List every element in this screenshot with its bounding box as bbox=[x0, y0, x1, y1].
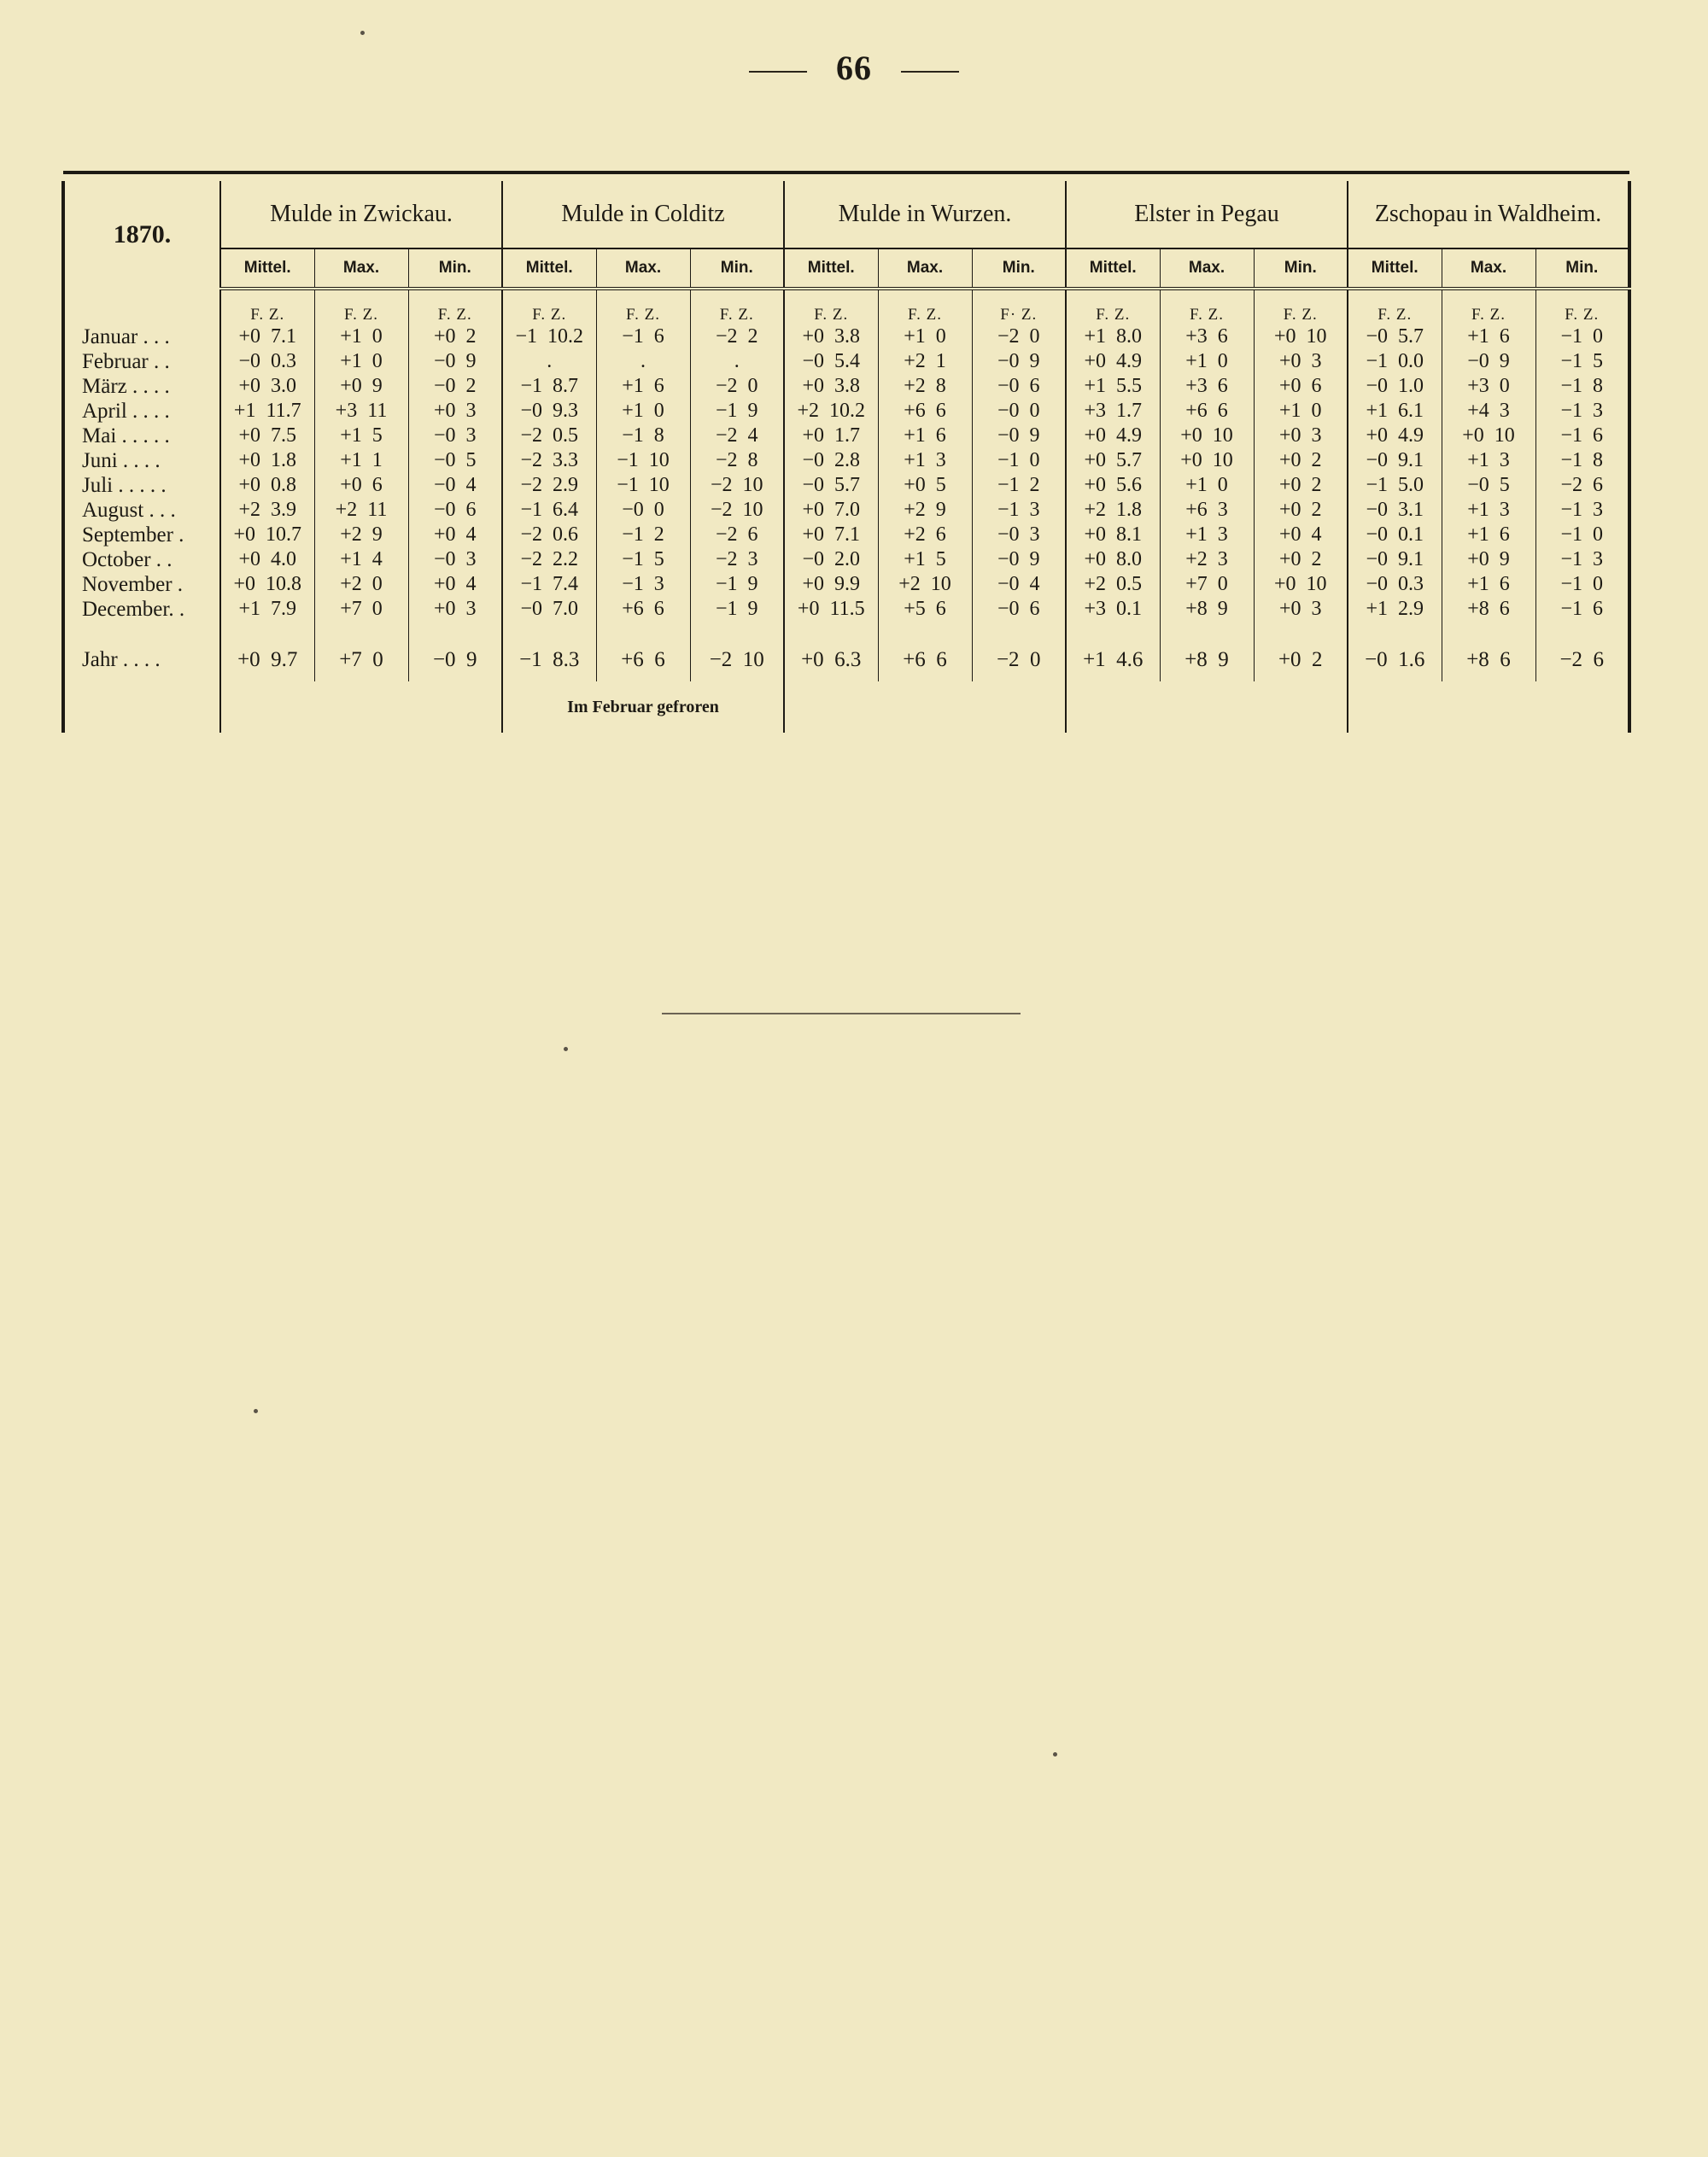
table-cell: +1 6 bbox=[878, 424, 972, 448]
row-label: März . . . . bbox=[63, 374, 220, 399]
row-label: October . . bbox=[63, 547, 220, 572]
table-cell: −0 5 bbox=[1442, 473, 1535, 498]
unit-label: F. Z. bbox=[690, 289, 784, 324]
table-cell: +0 8.1 bbox=[1066, 523, 1160, 547]
table-cell: −1 2 bbox=[596, 523, 690, 547]
station-header: Elster in Pegau bbox=[1066, 181, 1348, 248]
table-cell: +3 0 bbox=[1442, 374, 1535, 399]
table-row bbox=[63, 572, 1629, 597]
row-label: Juni . . . . bbox=[63, 448, 220, 473]
page-number-dash-left bbox=[749, 71, 807, 73]
unit-label: F. Z. bbox=[1254, 289, 1348, 324]
note-cell bbox=[784, 681, 1066, 733]
table-cell: +0 0.8 bbox=[220, 473, 314, 498]
table-cell: −2 6 bbox=[1535, 639, 1629, 681]
row-label: September . bbox=[63, 523, 220, 547]
table-cell: +0 2 bbox=[408, 324, 502, 349]
table-cell: +8 9 bbox=[1160, 597, 1254, 622]
table-cell: −1 0 bbox=[972, 448, 1066, 473]
sub-header-min: Min. bbox=[972, 248, 1066, 289]
table-cell: −2 2.9 bbox=[502, 473, 596, 498]
table-cell: +0 2 bbox=[1254, 547, 1348, 572]
table-row bbox=[63, 523, 1629, 547]
table-cell: −0 2.0 bbox=[784, 547, 878, 572]
table-cell: −1 8.3 bbox=[502, 639, 596, 681]
sub-header-max: Max. bbox=[1442, 248, 1535, 289]
station-header: Mulde in Wurzen. bbox=[784, 181, 1066, 248]
table-cell: −2 3.3 bbox=[502, 448, 596, 473]
table-cell: −0 9.1 bbox=[1348, 547, 1442, 572]
table-cell: +2 10.2 bbox=[784, 399, 878, 424]
table-cell: −1 9 bbox=[690, 399, 784, 424]
table-cell: +1 3 bbox=[1442, 448, 1535, 473]
unit-label: F. Z. bbox=[1535, 289, 1629, 324]
table-cell: +3 11 bbox=[314, 399, 408, 424]
spacer-cell bbox=[784, 622, 878, 639]
table-cell: . bbox=[690, 349, 784, 374]
spacer-cell bbox=[972, 622, 1066, 639]
row-label: Januar . . . bbox=[63, 324, 220, 349]
table-cell: +1 0 bbox=[314, 324, 408, 349]
note-cell bbox=[1066, 681, 1348, 733]
table-cell: +0 2 bbox=[1254, 448, 1348, 473]
table-cell: +6 6 bbox=[878, 639, 972, 681]
page-number bbox=[0, 48, 1708, 88]
table-cell: −1 0.0 bbox=[1348, 349, 1442, 374]
table-cell: +0 4.9 bbox=[1066, 424, 1160, 448]
table-cell: +0 10 bbox=[1442, 424, 1535, 448]
table-cell: −1 0 bbox=[1535, 523, 1629, 547]
station-header: Zschopau in Waldheim. bbox=[1348, 181, 1629, 248]
table-cell: +0 9.9 bbox=[784, 572, 878, 597]
section-divider bbox=[662, 1013, 1021, 1014]
table-cell: −0 9 bbox=[972, 349, 1066, 374]
note-cell bbox=[220, 681, 502, 733]
sub-header-mittel: Mittel. bbox=[502, 248, 596, 289]
table-cell: −1 2 bbox=[972, 473, 1066, 498]
spacer-label bbox=[63, 622, 220, 639]
table-cell: −2 6 bbox=[690, 523, 784, 547]
table-cell: +1 6 bbox=[1442, 324, 1535, 349]
spacer-cell bbox=[314, 622, 408, 639]
table-cell: −1 6 bbox=[1535, 597, 1629, 622]
table-cell: +3 0.1 bbox=[1066, 597, 1160, 622]
table-cell: +0 4 bbox=[1254, 523, 1348, 547]
table-cell: +6 3 bbox=[1160, 498, 1254, 523]
table-cell: +0 2 bbox=[1254, 473, 1348, 498]
table-cell: +6 6 bbox=[596, 597, 690, 622]
table-cell: +0 1.7 bbox=[784, 424, 878, 448]
table-cell: −1 6 bbox=[1535, 424, 1629, 448]
table-cell: +2 3.9 bbox=[220, 498, 314, 523]
station-header: Mulde in Colditz bbox=[502, 181, 784, 248]
table-cell: +2 1.8 bbox=[1066, 498, 1160, 523]
row-label: December. . bbox=[63, 597, 220, 622]
table-cell: +5 6 bbox=[878, 597, 972, 622]
table-cell: +2 6 bbox=[878, 523, 972, 547]
table-cell: +0 10 bbox=[1160, 448, 1254, 473]
top-rule bbox=[63, 172, 1629, 181]
table-cell: −1 10 bbox=[596, 448, 690, 473]
station-header: Mulde in Zwickau. bbox=[220, 181, 502, 248]
table-cell: −2 8 bbox=[690, 448, 784, 473]
table-cell: +0 3 bbox=[408, 597, 502, 622]
sub-header-max: Max. bbox=[596, 248, 690, 289]
table-cell: −1 10 bbox=[596, 473, 690, 498]
table-cell: +0 10.7 bbox=[220, 523, 314, 547]
table-cell: −1 3 bbox=[1535, 498, 1629, 523]
table-cell: −0 0 bbox=[972, 399, 1066, 424]
table-cell: . bbox=[596, 349, 690, 374]
table-cell: −1 3 bbox=[1535, 399, 1629, 424]
table-cell: −0 7.0 bbox=[502, 597, 596, 622]
table-cell: −0 9 bbox=[972, 424, 1066, 448]
table-row bbox=[63, 597, 1629, 622]
spacer-cell bbox=[1442, 622, 1535, 639]
station-header-row bbox=[63, 181, 1629, 248]
paper-speck bbox=[1053, 1752, 1057, 1757]
table-row bbox=[63, 324, 1629, 349]
table-cell: −1 9 bbox=[690, 572, 784, 597]
table-cell: +0 10.8 bbox=[220, 572, 314, 597]
table-cell: +1 5 bbox=[314, 424, 408, 448]
table-cell: +2 9 bbox=[878, 498, 972, 523]
table-cell: +1 4 bbox=[314, 547, 408, 572]
table-cell: +0 11.5 bbox=[784, 597, 878, 622]
sub-header-min: Min. bbox=[690, 248, 784, 289]
table-cell: −0 6 bbox=[972, 597, 1066, 622]
table-cell: +1 0 bbox=[1160, 473, 1254, 498]
table-cell: +8 9 bbox=[1160, 639, 1254, 681]
table-cell: +0 4.9 bbox=[1348, 424, 1442, 448]
table-cell: −1 5 bbox=[1535, 349, 1629, 374]
table-cell: −1 8 bbox=[1535, 448, 1629, 473]
spacer-cell bbox=[220, 622, 314, 639]
unit-label: F· Z. bbox=[972, 289, 1066, 324]
table-cell: +1 1 bbox=[314, 448, 408, 473]
year-header: 1870. bbox=[63, 181, 220, 289]
table-cell: −2 0.6 bbox=[502, 523, 596, 547]
sub-header-mittel: Mittel. bbox=[1066, 248, 1160, 289]
table-cell: −1 5.0 bbox=[1348, 473, 1442, 498]
table-cell: +3 1.7 bbox=[1066, 399, 1160, 424]
spacer-cell bbox=[878, 622, 972, 639]
row-label: Jahr . . . . bbox=[63, 639, 220, 681]
table-cell: +0 10 bbox=[1254, 324, 1348, 349]
table-cell: +0 3.8 bbox=[784, 324, 878, 349]
table-cell: +8 6 bbox=[1442, 639, 1535, 681]
table-cell: +3 6 bbox=[1160, 374, 1254, 399]
spacer-cell bbox=[690, 622, 784, 639]
table-cell: −0 3 bbox=[408, 547, 502, 572]
table-cell: −2 0.5 bbox=[502, 424, 596, 448]
table-cell: +1 0 bbox=[1254, 399, 1348, 424]
table-cell: +1 8.0 bbox=[1066, 324, 1160, 349]
unit-label: F. Z. bbox=[408, 289, 502, 324]
table-cell: +6 6 bbox=[878, 399, 972, 424]
table-row bbox=[63, 374, 1629, 399]
water-level-table bbox=[61, 171, 1628, 733]
unit-label: F. Z. bbox=[1348, 289, 1442, 324]
row-label: Februar . . bbox=[63, 349, 220, 374]
spacer-cell bbox=[408, 622, 502, 639]
note-cell bbox=[1348, 681, 1629, 733]
table-cell: −0 9 bbox=[1442, 349, 1535, 374]
table-cell: −2 2.2 bbox=[502, 547, 596, 572]
sub-header-min: Min. bbox=[408, 248, 502, 289]
table-cell: +0 9 bbox=[314, 374, 408, 399]
table-cell: +0 3.8 bbox=[784, 374, 878, 399]
table-row bbox=[63, 424, 1629, 448]
table-cell: −0 6 bbox=[408, 498, 502, 523]
table-cell: −2 10 bbox=[690, 639, 784, 681]
table-cell: −0 5.7 bbox=[1348, 324, 1442, 349]
table-cell: −0 9 bbox=[408, 349, 502, 374]
table-cell: +0 3 bbox=[408, 399, 502, 424]
table-cell: −0 4 bbox=[972, 572, 1066, 597]
table-cell: −2 10 bbox=[690, 498, 784, 523]
table-cell: +0 5.6 bbox=[1066, 473, 1160, 498]
table-cell: +0 5 bbox=[878, 473, 972, 498]
table-cell: −0 4 bbox=[408, 473, 502, 498]
table-cell: −2 6 bbox=[1535, 473, 1629, 498]
table-cell: −0 5.7 bbox=[784, 473, 878, 498]
table-cell: +6 6 bbox=[596, 639, 690, 681]
table-cell: +0 7.1 bbox=[784, 523, 878, 547]
table-row bbox=[63, 498, 1629, 523]
data-table bbox=[61, 171, 1631, 733]
table-cell: +1 7.9 bbox=[220, 597, 314, 622]
table-cell: +1 11.7 bbox=[220, 399, 314, 424]
table-cell: +0 9 bbox=[1442, 547, 1535, 572]
sub-header-mittel: Mittel. bbox=[1348, 248, 1442, 289]
table-row bbox=[63, 349, 1629, 374]
table-cell: +0 3.0 bbox=[220, 374, 314, 399]
table-cell: +1 6 bbox=[596, 374, 690, 399]
table-cell: +2 0.5 bbox=[1066, 572, 1160, 597]
table-cell: +1 5 bbox=[878, 547, 972, 572]
table-row bbox=[63, 473, 1629, 498]
table-cell: +6 6 bbox=[1160, 399, 1254, 424]
sub-header-min: Min. bbox=[1254, 248, 1348, 289]
table-cell: +0 9.7 bbox=[220, 639, 314, 681]
table-cell: +2 3 bbox=[1160, 547, 1254, 572]
table-cell: +0 7.0 bbox=[784, 498, 878, 523]
table-cell: −0 9.3 bbox=[502, 399, 596, 424]
units-row-label bbox=[63, 289, 220, 324]
sub-header-max: Max. bbox=[314, 248, 408, 289]
unit-label: F. Z. bbox=[784, 289, 878, 324]
table-cell: +2 10 bbox=[878, 572, 972, 597]
table-cell: +0 4 bbox=[408, 572, 502, 597]
table-cell: −0 5 bbox=[408, 448, 502, 473]
table-cell: +1 6 bbox=[1442, 572, 1535, 597]
note-row-label bbox=[63, 681, 220, 733]
table-cell: −0 2.8 bbox=[784, 448, 878, 473]
table-cell: +2 0 bbox=[314, 572, 408, 597]
table-cell: +7 0 bbox=[314, 597, 408, 622]
unit-label: F. Z. bbox=[878, 289, 972, 324]
sub-header-max: Max. bbox=[1160, 248, 1254, 289]
row-label: Juli . . . . . bbox=[63, 473, 220, 498]
table-cell: +0 7.1 bbox=[220, 324, 314, 349]
table-cell: +0 1.8 bbox=[220, 448, 314, 473]
table-cell: +0 3 bbox=[1254, 349, 1348, 374]
table-cell: +0 4.9 bbox=[1066, 349, 1160, 374]
table-cell: +1 6 bbox=[1442, 523, 1535, 547]
table-cell: −0 9.1 bbox=[1348, 448, 1442, 473]
table-cell: −2 0 bbox=[972, 639, 1066, 681]
spacer-cell bbox=[1348, 622, 1442, 639]
table-cell: −0 0.3 bbox=[1348, 572, 1442, 597]
table-cell: +1 0 bbox=[596, 399, 690, 424]
table-cell: +3 6 bbox=[1160, 324, 1254, 349]
unit-label: F. Z. bbox=[1442, 289, 1535, 324]
row-label: August . . . bbox=[63, 498, 220, 523]
table-cell: −0 3 bbox=[972, 523, 1066, 547]
table-cell: −1 3 bbox=[596, 572, 690, 597]
table-cell: −0 0.1 bbox=[1348, 523, 1442, 547]
table-cell: +4 3 bbox=[1442, 399, 1535, 424]
table-cell: +1 5.5 bbox=[1066, 374, 1160, 399]
table-cell: −1 8.7 bbox=[502, 374, 596, 399]
frozen-note: Im Februar gefroren bbox=[502, 681, 784, 733]
table-row bbox=[63, 547, 1629, 572]
table-cell: −1 9 bbox=[690, 597, 784, 622]
table-cell: −0 2 bbox=[408, 374, 502, 399]
table-cell: +2 8 bbox=[878, 374, 972, 399]
sub-header-mittel: Mittel. bbox=[784, 248, 878, 289]
year-total-row bbox=[63, 639, 1629, 681]
table-cell: +0 4.0 bbox=[220, 547, 314, 572]
table-cell: −0 1.6 bbox=[1348, 639, 1442, 681]
table-cell: +0 3 bbox=[1254, 597, 1348, 622]
table-row bbox=[63, 448, 1629, 473]
unit-label: F. Z. bbox=[596, 289, 690, 324]
table-cell: −1 5 bbox=[596, 547, 690, 572]
units-row bbox=[63, 289, 1629, 324]
table-cell: −2 3 bbox=[690, 547, 784, 572]
table-cell: +2 1 bbox=[878, 349, 972, 374]
table-cell: +2 11 bbox=[314, 498, 408, 523]
spacer-cell bbox=[1160, 622, 1254, 639]
table-cell: +0 2 bbox=[1254, 498, 1348, 523]
table-cell: +1 6.1 bbox=[1348, 399, 1442, 424]
table-cell: +1 0 bbox=[878, 324, 972, 349]
page-number-dash-right bbox=[901, 71, 959, 73]
note-row bbox=[63, 681, 1629, 733]
table-cell: +0 5.7 bbox=[1066, 448, 1160, 473]
table-cell: −1 6 bbox=[596, 324, 690, 349]
table-cell: −0 3 bbox=[408, 424, 502, 448]
table-cell: +0 8.0 bbox=[1066, 547, 1160, 572]
table-cell: −2 0 bbox=[972, 324, 1066, 349]
row-label: Mai . . . . . bbox=[63, 424, 220, 448]
spacer-cell bbox=[1535, 622, 1629, 639]
table-cell: −2 0 bbox=[690, 374, 784, 399]
spacer-cell bbox=[596, 622, 690, 639]
sub-header-min: Min. bbox=[1535, 248, 1629, 289]
table-cell: +1 3 bbox=[878, 448, 972, 473]
table-cell: +1 4.6 bbox=[1066, 639, 1160, 681]
table-cell: −2 4 bbox=[690, 424, 784, 448]
table-cell: +0 10 bbox=[1254, 572, 1348, 597]
table-cell: +1 0 bbox=[314, 349, 408, 374]
table-cell: +0 6.3 bbox=[784, 639, 878, 681]
table-cell: −0 5.4 bbox=[784, 349, 878, 374]
table-cell: +0 4 bbox=[408, 523, 502, 547]
table-cell: +0 3 bbox=[1254, 424, 1348, 448]
table-cell: −1 3 bbox=[972, 498, 1066, 523]
table-cell: +0 7.5 bbox=[220, 424, 314, 448]
row-label: November . bbox=[63, 572, 220, 597]
table-cell: −0 9 bbox=[972, 547, 1066, 572]
sub-header-max: Max. bbox=[878, 248, 972, 289]
table-cell: +8 6 bbox=[1442, 597, 1535, 622]
table-cell: −1 8 bbox=[596, 424, 690, 448]
sub-header-mittel: Mittel. bbox=[220, 248, 314, 289]
table-cell: +7 0 bbox=[1160, 572, 1254, 597]
table-cell: +0 6 bbox=[1254, 374, 1348, 399]
table-cell: −0 6 bbox=[972, 374, 1066, 399]
sub-header-row bbox=[63, 248, 1629, 289]
table-cell: −0 1.0 bbox=[1348, 374, 1442, 399]
table-cell: −1 0 bbox=[1535, 324, 1629, 349]
table-cell: −0 0 bbox=[596, 498, 690, 523]
table-cell: +0 2 bbox=[1254, 639, 1348, 681]
unit-label: F. Z. bbox=[220, 289, 314, 324]
page-number-text: 66 bbox=[836, 49, 872, 87]
table-cell: . bbox=[502, 349, 596, 374]
table-cell: +1 3 bbox=[1160, 523, 1254, 547]
table-cell: +7 0 bbox=[314, 639, 408, 681]
table-cell: −1 0 bbox=[1535, 572, 1629, 597]
table-cell: −2 10 bbox=[690, 473, 784, 498]
table-cell: +0 10 bbox=[1160, 424, 1254, 448]
table-cell: −1 8 bbox=[1535, 374, 1629, 399]
table-row bbox=[63, 399, 1629, 424]
paper-speck bbox=[360, 31, 365, 35]
unit-label: F. Z. bbox=[1066, 289, 1160, 324]
spacer-cell bbox=[1066, 622, 1160, 639]
table-cell: −0 0.3 bbox=[220, 349, 314, 374]
spacer-cell bbox=[502, 622, 596, 639]
paper-speck bbox=[254, 1409, 258, 1413]
table-cell: +1 3 bbox=[1442, 498, 1535, 523]
table-cell: −0 9 bbox=[408, 639, 502, 681]
table-cell: −1 3 bbox=[1535, 547, 1629, 572]
paper-speck bbox=[564, 1047, 568, 1051]
table-cell: −0 3.1 bbox=[1348, 498, 1442, 523]
table-cell: −1 10.2 bbox=[502, 324, 596, 349]
table-cell: +1 2.9 bbox=[1348, 597, 1442, 622]
spacer-row bbox=[63, 622, 1629, 639]
spacer-cell bbox=[1254, 622, 1348, 639]
row-label: April . . . . bbox=[63, 399, 220, 424]
table-cell: −2 2 bbox=[690, 324, 784, 349]
table-cell: −1 7.4 bbox=[502, 572, 596, 597]
table-cell: +0 6 bbox=[314, 473, 408, 498]
unit-label: F. Z. bbox=[502, 289, 596, 324]
table-cell: +2 9 bbox=[314, 523, 408, 547]
unit-label: F. Z. bbox=[314, 289, 408, 324]
unit-label: F. Z. bbox=[1160, 289, 1254, 324]
table-cell: +1 0 bbox=[1160, 349, 1254, 374]
table-cell: −1 6.4 bbox=[502, 498, 596, 523]
